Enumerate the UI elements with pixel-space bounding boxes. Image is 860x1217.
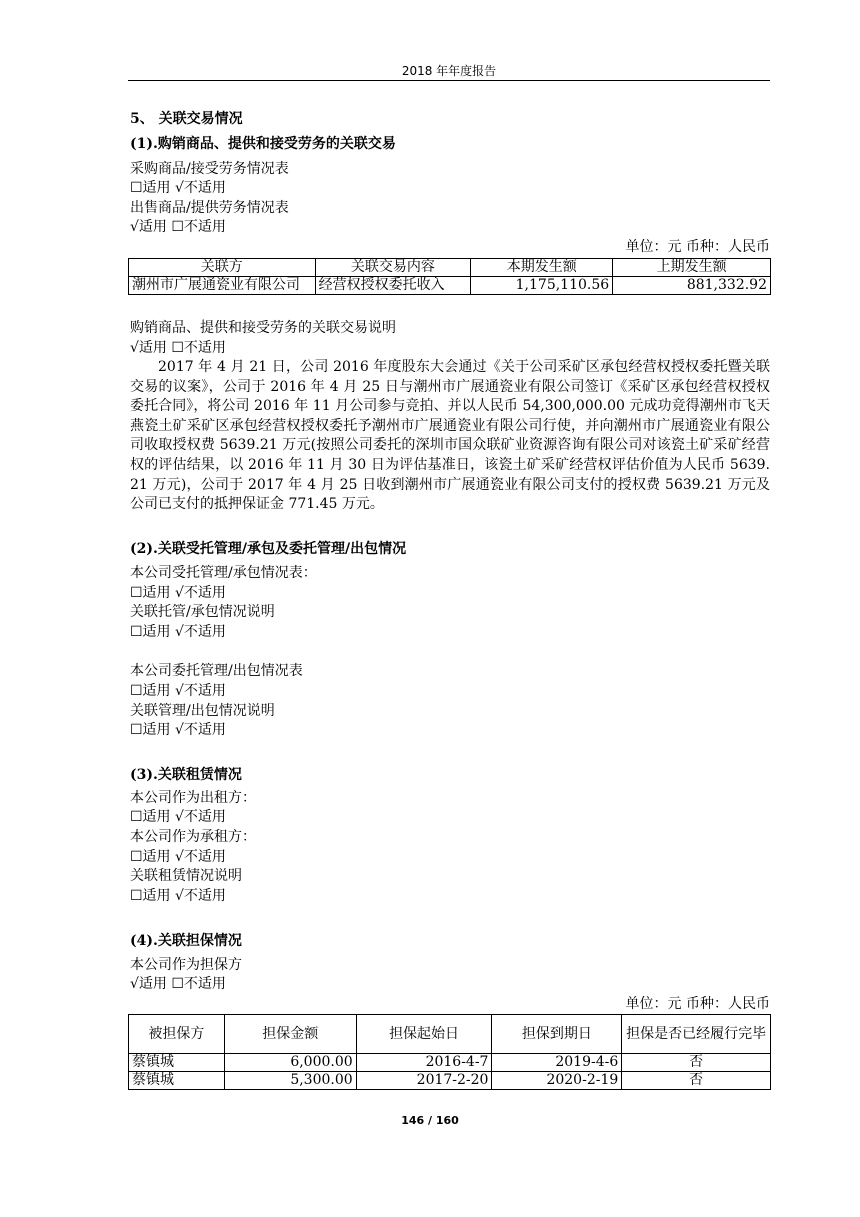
sub3-c1: ☐适用 √不适用 bbox=[130, 809, 226, 825]
sub3-l2: 本公司作为承租方： bbox=[130, 829, 256, 845]
cell-previous: 881,332.92 bbox=[613, 277, 771, 295]
cell-end: 2020-2-19 bbox=[492, 1072, 622, 1090]
sub2-title: (2).关联受托管理/承包及委托管理/出包情况 bbox=[130, 541, 407, 557]
sub2-l3: 本公司委托管理/出包情况表 bbox=[130, 663, 303, 679]
sales-label: 出售商品/提供劳务情况表 bbox=[130, 200, 289, 216]
col-header: 担保到期日 bbox=[492, 1015, 622, 1054]
sub4-l1: 本公司作为担保方 bbox=[130, 957, 242, 973]
sub3-c2: ☐适用 √不适用 bbox=[130, 849, 226, 865]
guarantee-table bbox=[128, 1014, 771, 1090]
col-header: 关联交易内容 bbox=[315, 259, 471, 277]
header-divider bbox=[128, 80, 770, 81]
table-header-row bbox=[129, 1015, 771, 1054]
cell-guaranteed: 蔡镇城 bbox=[129, 1054, 225, 1072]
sub4-c1: √适用 ☐不适用 bbox=[130, 976, 226, 992]
cell-content: 经营权授权委托收入 bbox=[315, 277, 471, 295]
col-header: 被担保方 bbox=[129, 1015, 225, 1054]
note-paragraph: 2017 年 4 月 21 日，公司 2016 年度股东大会通过《关于公司采矿区承包经营权授权委托暨关联交易的议案》，公司于 2016 年 4 月 25 日与潮州市广展通瓷业有限公司签订《采矿区承包经营权授权委托合同》，将公司 2016 年 11 月公司参与竞拍、并以人民币 54,300,000.00 元成功竞得潮州市飞天燕瓷土矿采矿区承包经营权授权委托予潮州市广展通瓷业有限公司行使，并向潮州市广展通瓷业有限公司收取授权费 5639.21 万元(按照公司委托的深圳市国众联矿业资源咨询有限公司对该瓷土矿采矿经营权的评估结果，以 2016 年 11 月 30 日为评估基准日，该瓷土矿采矿经营权评估价值为人民币 5639.21 万元)，公司于 2017 年 4 月 25 日收到潮州市广展通瓷业有限公司支付的授权费 5639.21 万元及公司已支付的抵押保证金 771.45 万元。 bbox=[130, 359, 770, 513]
sub4-title: (4).关联担保情况 bbox=[130, 933, 242, 949]
unit-label-1: 单位：元 币种：人民币 bbox=[625, 239, 770, 255]
col-header: 担保起始日 bbox=[356, 1015, 492, 1054]
page-number: 146 / 160 bbox=[401, 1114, 459, 1127]
sub3-c3: ☐适用 √不适用 bbox=[130, 888, 226, 904]
section-title: 5、 关联交易情况 bbox=[130, 111, 243, 127]
col-header: 关联方 bbox=[129, 259, 316, 277]
note-label: 购销商品、提供和接受劳务的关联交易说明 bbox=[130, 320, 396, 336]
col-header: 上期发生额 bbox=[613, 259, 771, 277]
purchase-check: ☐适用 √不适用 bbox=[130, 180, 226, 196]
cell-amount: 5,300.00 bbox=[224, 1072, 356, 1090]
cell-fulfilled: 否 bbox=[622, 1054, 771, 1072]
cell-fulfilled: 否 bbox=[622, 1072, 771, 1090]
table-header-row bbox=[129, 259, 771, 277]
sales-check: √适用 ☐不适用 bbox=[130, 219, 226, 235]
table-row bbox=[129, 1054, 771, 1072]
sub3-title: (3).关联租赁情况 bbox=[130, 767, 242, 783]
sub2-c4: ☐适用 √不适用 bbox=[130, 722, 226, 738]
table-row bbox=[129, 1072, 771, 1090]
sub1-title: (1).购销商品、提供和接受劳务的关联交易 bbox=[130, 136, 396, 152]
sub2-c1: ☐适用 √不适用 bbox=[130, 585, 226, 601]
cell-start: 2016-4-7 bbox=[356, 1054, 492, 1072]
cell-current: 1,175,110.56 bbox=[471, 277, 613, 295]
cell-start: 2017-2-20 bbox=[356, 1072, 492, 1090]
cell-end: 2019-4-6 bbox=[492, 1054, 622, 1072]
purchase-label: 采购商品/接受劳务情况表 bbox=[130, 161, 289, 177]
cell-party: 潮州市广展通瓷业有限公司 bbox=[129, 277, 316, 295]
col-header: 本期发生额 bbox=[471, 259, 613, 277]
sales-table bbox=[128, 258, 771, 295]
sub2-l1: 本公司受托管理/承包情况表： bbox=[130, 565, 317, 581]
sub2-c2: ☐适用 √不适用 bbox=[130, 624, 226, 640]
page-header: 2018 年年度报告 bbox=[401, 64, 497, 78]
sub2-c3: ☐适用 √不适用 bbox=[130, 683, 226, 699]
col-header: 担保金额 bbox=[224, 1015, 356, 1054]
sub3-l1: 本公司作为出租方： bbox=[130, 790, 256, 806]
unit-label-2: 单位：元 币种：人民币 bbox=[625, 996, 770, 1012]
cell-guaranteed: 蔡镇城 bbox=[129, 1072, 225, 1090]
cell-amount: 6,000.00 bbox=[224, 1054, 356, 1072]
sub2-l4: 关联管理/出包情况说明 bbox=[130, 703, 275, 719]
sub2-l2: 关联托管/承包情况说明 bbox=[130, 604, 275, 620]
note-check: √适用 ☐不适用 bbox=[130, 340, 226, 356]
table-row bbox=[129, 277, 771, 295]
sub3-l3: 关联租赁情况说明 bbox=[130, 868, 242, 884]
col-header: 担保是否已经履行完毕 bbox=[622, 1015, 771, 1054]
